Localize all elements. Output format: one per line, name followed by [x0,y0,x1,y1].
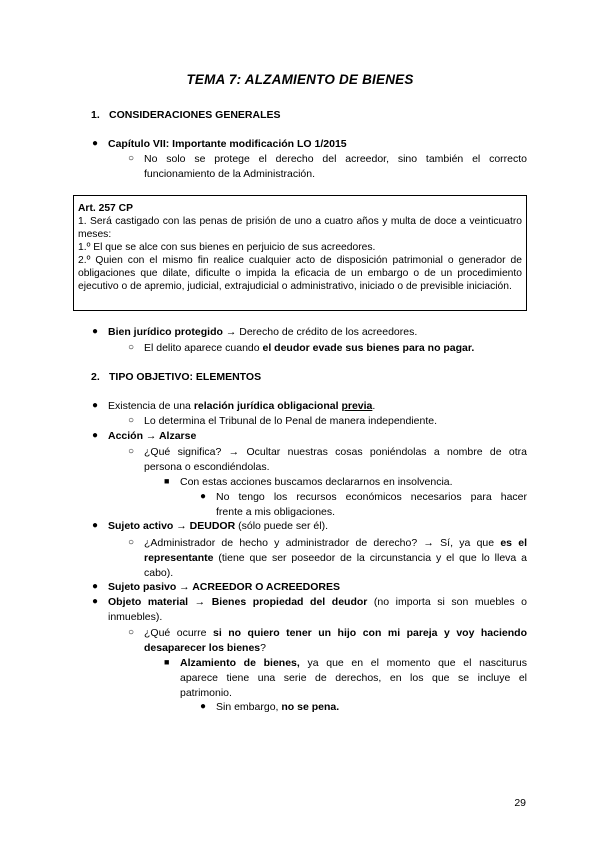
bold-text: Sujeto activo → DEUDOR [108,520,236,532]
text: (no importa si son muebles o [367,596,527,608]
bold-text: representante [144,552,214,564]
list-item [108,325,417,340]
bullet-disc-icon: ● [200,701,207,712]
list-item-line [144,626,527,641]
list-item-line [144,536,527,551]
article-heading: Art. 257 CP [78,203,133,214]
list-item [108,399,375,414]
bold-text: Alzamiento de bienes, [180,657,300,669]
bullet-circle-icon: ○ [128,446,135,457]
bold-text: Objeto material → Bienes propiedad del deudor [108,596,368,608]
bullet-circle-icon: ○ [128,342,135,353]
section-heading-2 [91,370,261,385]
list-item-line [108,595,527,610]
bold-text: no se pena. [281,701,340,713]
list-item-line: inmuebles). [108,611,163,623]
list-item-line: frente a mis obligaciones. [216,506,336,518]
bold-text: Bien jurídico protegido [108,326,223,338]
section-label: CONSIDERACIONES GENERALES [109,109,281,121]
bullet-circle-icon: ○ [128,415,135,426]
section-number: 1. [91,109,100,121]
bullet-disc-icon: ● [92,138,99,149]
bold-text: el deudor evade sus bienes para no pagar. [262,342,475,354]
list-item [216,700,339,715]
bullet-disc-icon: ● [92,430,99,441]
text: . [372,400,376,412]
list-item [108,519,328,534]
bullet-square-icon: ■ [164,476,170,486]
list-item-line: cabo). [144,567,174,579]
list-item-line: aparece tiene una serie de derechos, en los que se incluye el [180,672,527,684]
list-item: Sujeto pasivo → ACREEDOR O ACREEDORES [108,581,341,593]
text: (tiene que ser poseedor de la circunstancia y el que lo lleva a [213,552,527,564]
list-item: Con estas acciones buscamos declararnos en insolvencia. [180,476,453,488]
bullet-circle-icon: ○ [128,627,135,638]
page-title: TEMA 7: ALZAMIENTO DE BIENES [186,72,414,87]
list-item-line: ¿Qué significa? → Ocultar nuestras cosas poniéndolas a nombre de otra [144,446,527,458]
list-item-line: No solo se protege el derecho del acreedor, sino también el correcto [144,153,527,165]
bold-text: relación jurídica obligacional [193,400,342,412]
list-item: Lo determina el Tribunal de lo Penal de manera independiente. [144,415,438,427]
page-number: 29 [514,797,526,809]
list-item-line: No tengo los recursos económicos necesarios para hacer [216,491,527,503]
bullet-circle-icon: ○ [128,153,135,164]
bullet-disc-icon: ● [92,400,99,411]
text: ? [260,642,266,654]
article-paragraph: 1. Será castigado con las penas de prisión de uno a cuatro años y multa de doce a veinticuatro meses: [78,216,522,240]
article-box [73,195,527,311]
section-number: 2. [91,371,100,383]
bold-text: desaparecer los bienes [144,642,261,654]
article-paragraph: 2.º Quien con el mismo fin realice cualquier acto de disposición patrimonial o generador de obligaciones que dilate, dificulte o impida la eficacia de un embargo o de un procedimiento ejecutivo o de apremio, judicial, extrajudicial o administrativo, iniciado o de previsible iniciación. [78,255,522,292]
list-item-line: patrimonio. [180,687,232,699]
list-item-line: persona o escondiéndolas. [144,461,270,473]
bullet-disc-icon: ● [92,520,99,531]
bullet-disc-icon: ● [92,596,99,607]
bullet-square-icon: ■ [164,657,170,667]
bold-text: es el [500,537,527,549]
section-label: TIPO OBJETIVO: ELEMENTOS [109,371,262,383]
bullet-circle-icon: ○ [128,537,135,548]
bold-text: si no quiero tener un hijo con mi pareja y voy haciendo [212,627,527,639]
text: Existencia de una [108,400,194,412]
text: ¿Administrador de hecho y administrador de derecho? → Sí, ya que [144,537,501,549]
article-paragraph: 1.º El que se alce con sus bienes en perjuicio de sus acreedores. [78,242,376,253]
list-item: Capítulo VII: Importante modificación LO 1/2015 [108,138,347,150]
text: ya que en el momento que el nasciturus [299,657,527,669]
bullet-disc-icon: ● [92,581,99,592]
text: ¿Qué ocurre [144,627,213,639]
text: Sin embargo, [216,701,282,713]
section-heading-1 [91,108,281,123]
text: → Derecho de crédito de los acreedores. [222,326,418,338]
bullet-disc-icon: ● [200,491,207,502]
underlined-text: previa [341,400,373,412]
list-item: Acción → Alzarse [108,430,197,442]
list-item-line [144,641,266,656]
text: El delito aparece cuando [144,342,263,354]
list-item-line [180,656,527,671]
bullet-disc-icon: ● [92,326,99,337]
list-item-line: funcionamiento de la Administración. [144,168,316,180]
text: (sólo puede ser él). [235,520,328,532]
list-item-line [144,551,527,566]
list-item [144,341,474,356]
